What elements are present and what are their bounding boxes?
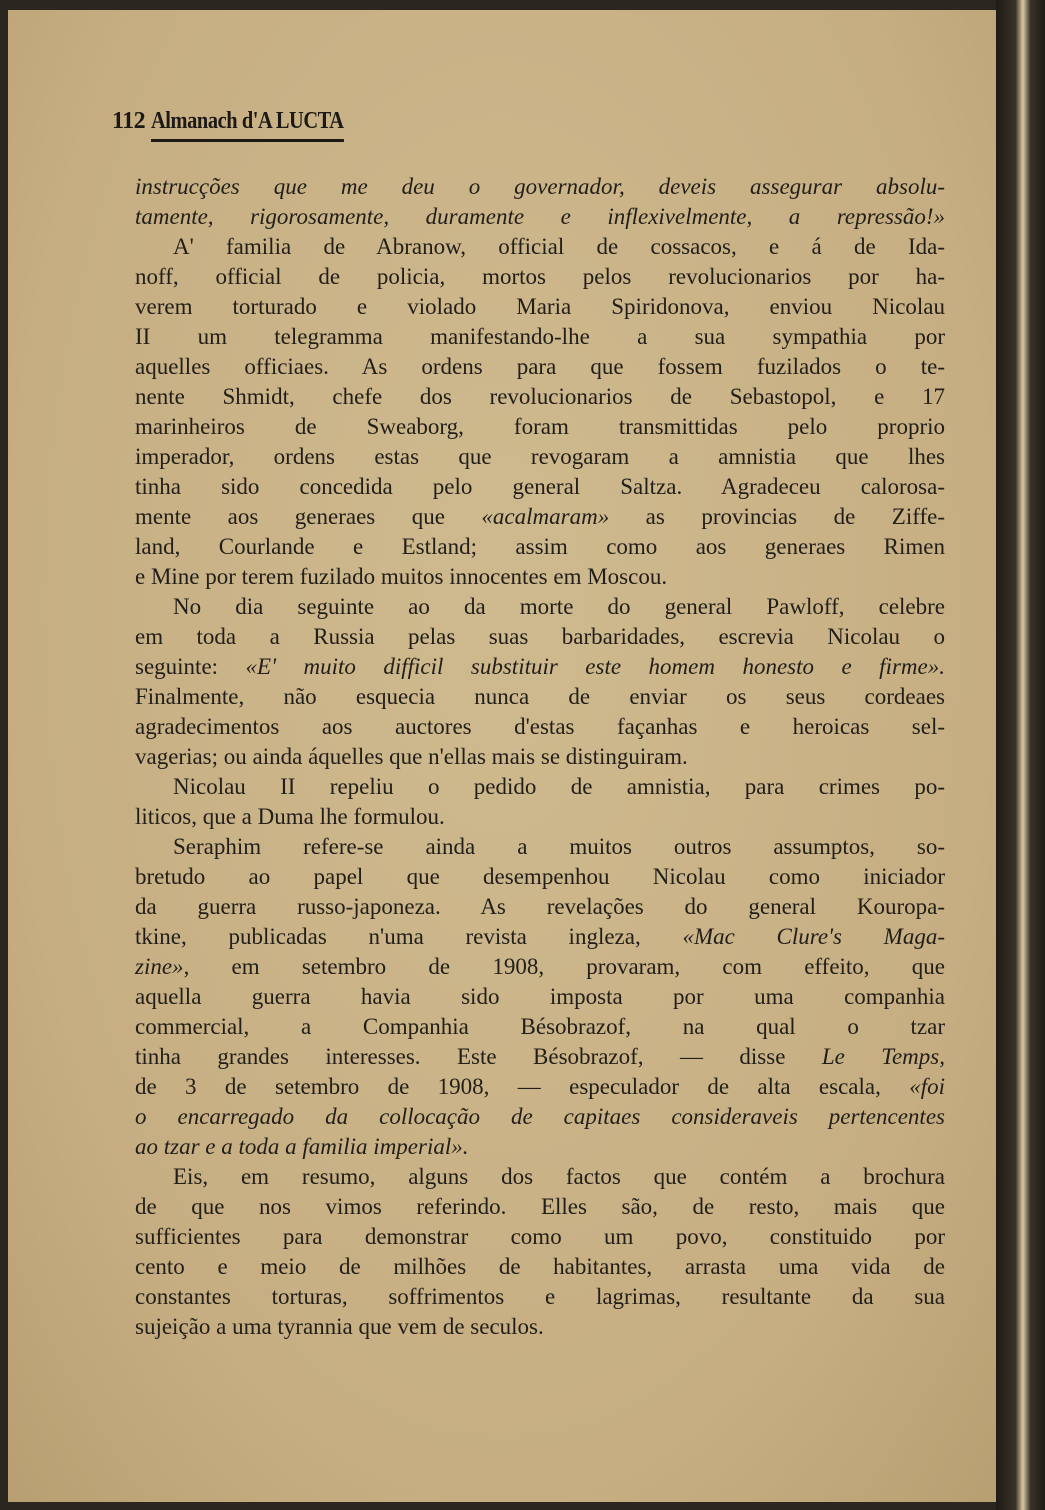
- text-segment: II um telegramma manifestando-lhe a sua sympathia por: [135, 324, 945, 349]
- text-line: [135, 412, 945, 442]
- text-line: [135, 562, 945, 592]
- text-segment: sufficientes para demonstrar como um povo, constituido por: [135, 1224, 945, 1249]
- text-segment: sujeição a uma tyrannia que vem de seculos.: [135, 1314, 544, 1339]
- text-segment: seguinte:: [135, 654, 246, 679]
- text-segment: nente Shmidt, chefe dos revolucionarios de Sebastopol, e 17: [135, 384, 945, 409]
- italic-text: «E' muito difficil substituir este homem honesto e firme».: [245, 654, 945, 679]
- text-line: [135, 892, 945, 922]
- text-segment: vagerias; ou ainda áquelles que n'ellas mais se distinguiram.: [135, 744, 688, 769]
- text-segment: commercial, a Companhia Bésobrazof, na qual o tzar: [135, 1014, 945, 1039]
- text-line: [135, 712, 945, 742]
- text-line: [135, 472, 945, 502]
- text-segment: marinheiros de Sweaborg, foram transmittidas pelo proprio: [135, 414, 945, 439]
- text-line: [135, 1012, 945, 1042]
- text-line: [135, 682, 945, 712]
- italic-text: ao tzar e a toda a familia imperial».: [135, 1134, 469, 1159]
- text-line: [135, 172, 945, 202]
- text-segment: cento e meio de milhões de habitantes, arrasta uma vida de: [135, 1254, 945, 1279]
- text-segment: land, Courlande e Estland; assim como aos generaes Rimen: [135, 534, 945, 559]
- text-segment: tinha sido concedida pelo general Saltza. Agradeceu calorosa-: [135, 474, 945, 499]
- text-line: [135, 652, 945, 682]
- text-segment: No dia seguinte ao da morte do general Pawloff, celebre: [173, 594, 945, 619]
- text-line: [135, 262, 945, 292]
- text-line: [135, 1162, 945, 1192]
- text-segment: Seraphim refere-se ainda a muitos outros assumptos, so-: [173, 834, 945, 859]
- text-line: [135, 1312, 945, 1342]
- italic-text: zine»: [135, 954, 184, 979]
- text-line: [135, 502, 945, 532]
- text-line: [135, 832, 945, 862]
- text-line: [135, 1102, 945, 1132]
- text-line: [135, 1042, 945, 1072]
- page-number: 112: [112, 108, 146, 134]
- body-text: [135, 172, 945, 1342]
- text-segment: da guerra russo-japoneza. As revelações do general Kouropa-: [135, 894, 945, 919]
- text-line: [135, 532, 945, 562]
- italic-text: «foi: [909, 1074, 945, 1099]
- text-line: [135, 1222, 945, 1252]
- text-line: [135, 382, 945, 412]
- text-segment: tinha grandes interesses. Este Bésobrazof, — disse: [135, 1044, 822, 1069]
- text-line: [135, 922, 945, 952]
- text-segment: agradecimentos aos auctores d'estas façanhas e heroicas sel-: [135, 714, 945, 739]
- text-line: [135, 742, 945, 772]
- text-segment: Finalmente, não esquecia nunca de enviar os seus cordeaes: [135, 684, 945, 709]
- text-line: [135, 1192, 945, 1222]
- text-segment: constantes torturas, soffrimentos e lagrimas, resultante da sua: [135, 1284, 945, 1309]
- page-edge: [996, 0, 1045, 1510]
- text-line: [135, 322, 945, 352]
- text-line: [135, 232, 945, 262]
- text-line: [135, 1282, 945, 1312]
- italic-text: o encarregado da collocação de capitaes consideraveis pertencentes: [135, 1104, 945, 1129]
- text-line: [135, 772, 945, 802]
- text-line: [135, 862, 945, 892]
- text-line: [135, 202, 945, 232]
- text-segment: , em setembro de 1908, provaram, com effeito, que: [183, 954, 945, 979]
- text-segment: Eis, em resumo, alguns dos factos que contém a brochura: [173, 1164, 945, 1189]
- text-segment: mente aos generaes que: [135, 504, 482, 529]
- text-segment: A' familia de Abranow, official de cossacos, e á de Ida-: [173, 234, 945, 259]
- text-segment: liticos, que a Duma lhe formulou.: [135, 804, 445, 829]
- text-line: [135, 622, 945, 652]
- text-line: [135, 802, 945, 832]
- text-line: [135, 292, 945, 322]
- text-segment: imperador, ordens estas que revogaram a amnistia que lhes: [135, 444, 945, 469]
- text-segment: bretudo ao papel que desempenhou Nicolau como iniciador: [135, 864, 945, 889]
- italic-text: «Mac Clure's Maga-: [682, 924, 946, 949]
- text-line: [135, 1072, 945, 1102]
- italic-text: «acalmaram»: [481, 504, 610, 529]
- running-header: [112, 108, 378, 142]
- text-line: [135, 352, 945, 382]
- text-line: [135, 1252, 945, 1282]
- text-segment: e Mine por terem fuzilado muitos innocentes em Moscou.: [135, 564, 668, 589]
- text-line: [135, 592, 945, 622]
- text-line: [135, 442, 945, 472]
- text-line: [135, 952, 945, 982]
- italic-text: instrucções que me deu o governador, deveis assegurar absolu-: [135, 174, 945, 199]
- text-segment: as provincias de Ziffe-: [609, 504, 945, 529]
- text-segment: Nicolau II repeliu o pedido de amnistia, para crimes po-: [173, 774, 945, 799]
- text-segment: verem torturado e violado Maria Spiridonova, enviou Nicolau: [135, 294, 945, 319]
- text-line: [135, 982, 945, 1012]
- header-title: Almanach d'A LUCTA: [151, 108, 344, 142]
- text-segment: de que nos vimos referindo. Elles são, de resto, mais que: [135, 1194, 945, 1219]
- italic-text: tamente, rigorosamente, duramente e inflexivelmente, a repressão!»: [135, 204, 945, 229]
- italic-text: Le Temps,: [821, 1044, 945, 1069]
- text-segment: noff, official de policia, mortos pelos revolucionarios por ha-: [135, 264, 945, 289]
- text-segment: em toda a Russia pelas suas barbaridades, escrevia Nicolau o: [135, 624, 945, 649]
- text-segment: aquelles officiaes. As ordens para que fossem fuzilados o te-: [135, 354, 945, 379]
- text-segment: aquella guerra havia sido imposta por uma companhia: [135, 984, 945, 1009]
- text-segment: tkine, publicadas n'uma revista ingleza,: [135, 924, 683, 949]
- text-line: [135, 1132, 945, 1162]
- text-segment: de 3 de setembro de 1908, — especulador de alta escala,: [135, 1074, 910, 1099]
